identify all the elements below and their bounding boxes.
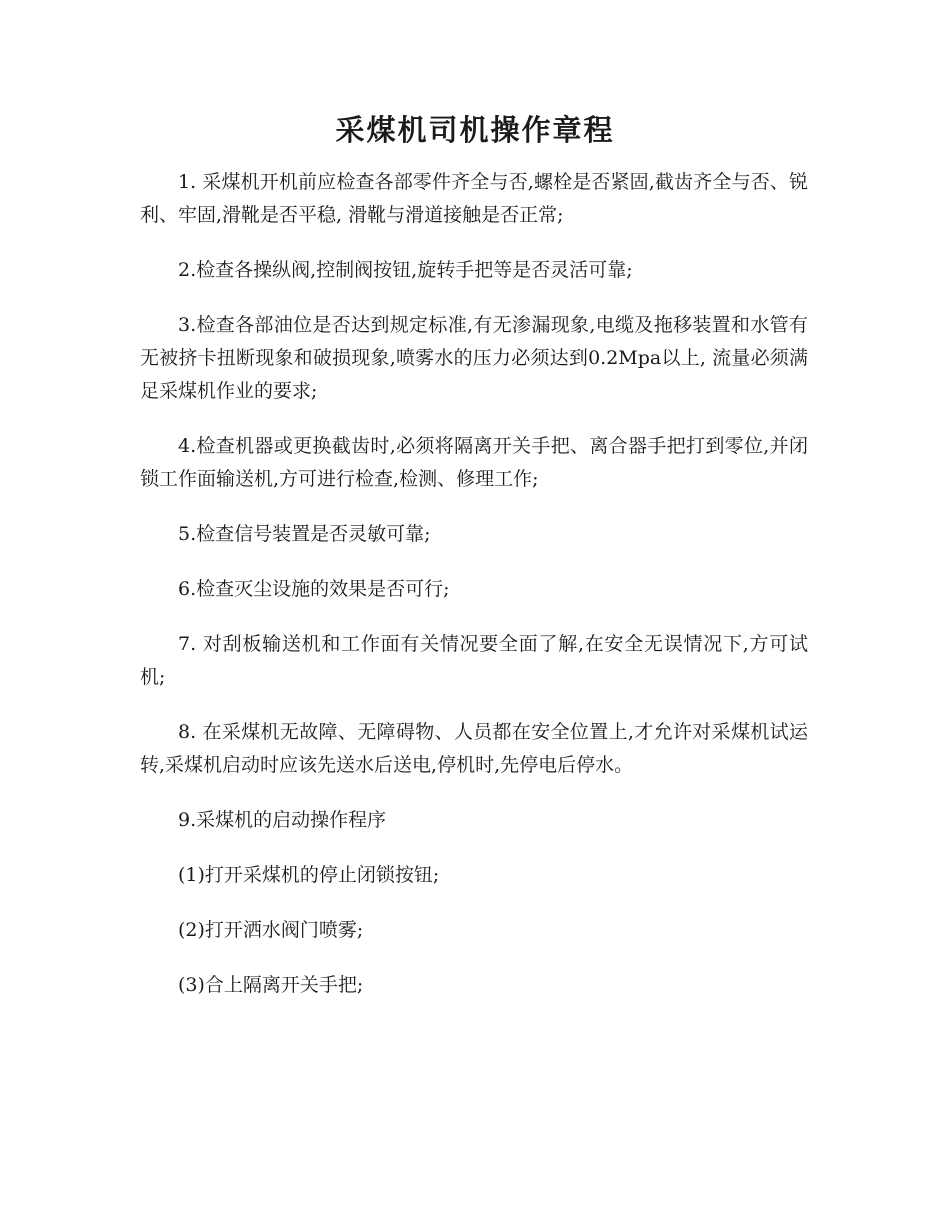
paragraph-11: (2)打开洒水阀门喷雾;: [178, 919, 364, 941]
paragraph-3: 3.检查各部油位是否达到规定标准,有无渗漏现象,电缆及拖移装置和水管有无被挤卡扭断现象和破损现象,喷雾水的压力必须达到0.2Mpa以上, 流量必须满足采煤机作业的要求;: [140, 314, 808, 402]
document-body: [140, 166, 808, 1024]
paragraph-4: 4.检查机器或更换截齿时,必须将隔离开关手把、离合器手把打到零位,并闭锁工作面输送机,方可进行检查,检测、修理工作;: [140, 435, 808, 490]
paragraph-1: 1. 采煤机开机前应检查各部零件齐全与否,螺栓是否紧固,截齿齐全与否、锐利、牢固,滑靴是否平稳, 滑靴与滑道接触是否正常;: [140, 171, 808, 226]
paragraph-6: 6.检查灭尘设施的效果是否可行;: [178, 578, 450, 600]
paragraph-7: 7. 对刮板输送机和工作面有关情况要全面了解,在安全无误情况下,方可试机;: [140, 633, 808, 688]
paragraph-8: 8. 在采煤机无故障、无障碍物、人员都在安全位置上,才允许对采煤机试运转,采煤机启动时应该先送水后送电,停机时,先停电后停水。: [140, 721, 808, 776]
paragraph-5: 5.检查信号装置是否灵敏可靠;: [178, 523, 431, 545]
paragraph-12: (3)合上隔离开关手把;: [178, 974, 364, 996]
page-title: 采煤机司机操作章程: [335, 113, 615, 147]
paragraph-10: (1)打开采煤机的停止闭锁按钮;: [178, 864, 440, 886]
paragraph-2: 2.检查各操纵阀,控制阀按钮,旋转手把等是否灵活可靠;: [178, 259, 633, 281]
paragraph-9: 9.采煤机的启动操作程序: [178, 809, 387, 831]
